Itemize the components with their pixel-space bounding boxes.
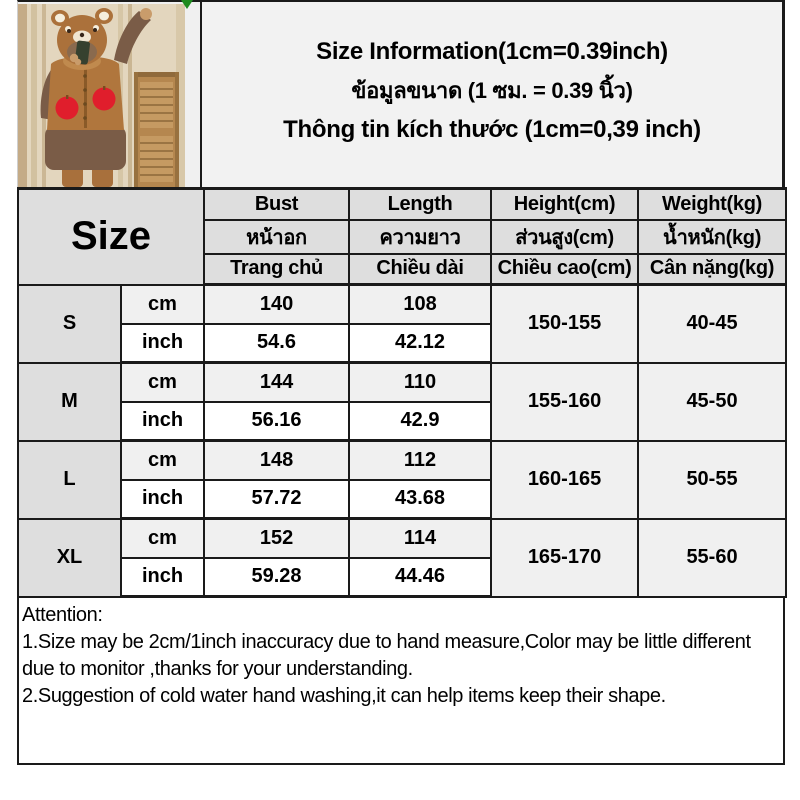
- col-header-bust-vi: Trang chủ: [204, 254, 349, 285]
- bust-cm-value: 140: [204, 285, 349, 324]
- unit-label-cm: cm: [121, 441, 204, 480]
- unit-label-inch: inch: [121, 324, 204, 363]
- size-label: L: [18, 441, 121, 519]
- top-section: [17, 0, 785, 187]
- col-header-weight-th: น้ำหนัก(kg): [638, 220, 786, 254]
- col-header-height-th: ส่วนสูง(cm): [491, 220, 638, 254]
- table-row: [18, 441, 786, 480]
- table-row: [18, 363, 786, 402]
- length-cm-value: 110: [349, 363, 491, 402]
- bust-cm-value: 148: [204, 441, 349, 480]
- product-photo-image: [18, 4, 185, 187]
- bust-inch-value: 59.28: [204, 558, 349, 597]
- unit-label-cm: cm: [121, 519, 204, 558]
- col-header-height-vi: Chiều cao(cm): [491, 254, 638, 285]
- height-value: 155-160: [491, 363, 638, 441]
- size-label: M: [18, 363, 121, 441]
- size-column-header: Size: [18, 189, 204, 285]
- bust-inch-value: 56.16: [204, 402, 349, 441]
- height-value: 160-165: [491, 441, 638, 519]
- col-header-length-en: Length: [349, 189, 491, 220]
- product-photo: [18, 2, 202, 187]
- col-header-weight-en: Weight(kg): [638, 189, 786, 220]
- length-inch-value: 42.9: [349, 402, 491, 441]
- attention-note-2: 2.Suggestion of cold water hand washing,it can help items keep their shape.: [22, 685, 666, 707]
- length-inch-value: 43.68: [349, 480, 491, 519]
- bust-inch-value: 57.72: [204, 480, 349, 519]
- col-header-bust-en: Bust: [204, 189, 349, 220]
- attention-heading: Attention:: [22, 604, 103, 626]
- attention-box: [17, 598, 785, 765]
- col-header-bust-th: หน้าอก: [204, 220, 349, 254]
- weight-value: 40-45: [638, 285, 786, 363]
- col-header-length-th: ความยาว: [349, 220, 491, 254]
- unit-label-cm: cm: [121, 285, 204, 324]
- table-row: [18, 519, 786, 558]
- unit-label-inch: inch: [121, 558, 204, 597]
- size-info-title: [202, 2, 782, 187]
- attention-note-1: 1.Size may be 2cm/1inch inaccuracy due to hand measure,Color may be little different due to monitor ,thanks for your understanding.: [22, 631, 751, 680]
- bust-cm-value: 152: [204, 519, 349, 558]
- weight-value: 45-50: [638, 363, 786, 441]
- size-table: [17, 187, 787, 598]
- col-header-length-vi: Chiều dài: [349, 254, 491, 285]
- length-cm-value: 112: [349, 441, 491, 480]
- cabinet-backdrop: [134, 72, 179, 187]
- unit-label-inch: inch: [121, 480, 204, 519]
- col-header-height-en: Height(cm): [491, 189, 638, 220]
- weight-value: 50-55: [638, 441, 786, 519]
- length-cm-value: 114: [349, 519, 491, 558]
- height-value: 165-170: [491, 519, 638, 597]
- height-value: 150-155: [491, 285, 638, 363]
- bust-inch-value: 54.6: [204, 324, 349, 363]
- bust-cm-value: 144: [204, 363, 349, 402]
- table-row: [18, 285, 786, 324]
- size-label: XL: [18, 519, 121, 597]
- length-inch-value: 44.46: [349, 558, 491, 597]
- length-inch-value: 42.12: [349, 324, 491, 363]
- content-area: [17, 0, 785, 765]
- title-thai: ข้อมูลขนาด (1 ซม. = 0.39 นิ้ว): [351, 78, 633, 103]
- unit-label-cm: cm: [121, 363, 204, 402]
- weight-value: 55-60: [638, 519, 786, 597]
- title-english: Size Information(1cm=0.39inch): [316, 38, 668, 65]
- col-header-weight-vi: Cân nặng(kg): [638, 254, 786, 285]
- title-vietnamese: Thông tin kích thước (1cm=0,39 inch): [283, 116, 701, 143]
- length-cm-value: 108: [349, 285, 491, 324]
- unit-label-inch: inch: [121, 402, 204, 441]
- size-label: S: [18, 285, 121, 363]
- green-corner-triangle-icon: [181, 0, 193, 9]
